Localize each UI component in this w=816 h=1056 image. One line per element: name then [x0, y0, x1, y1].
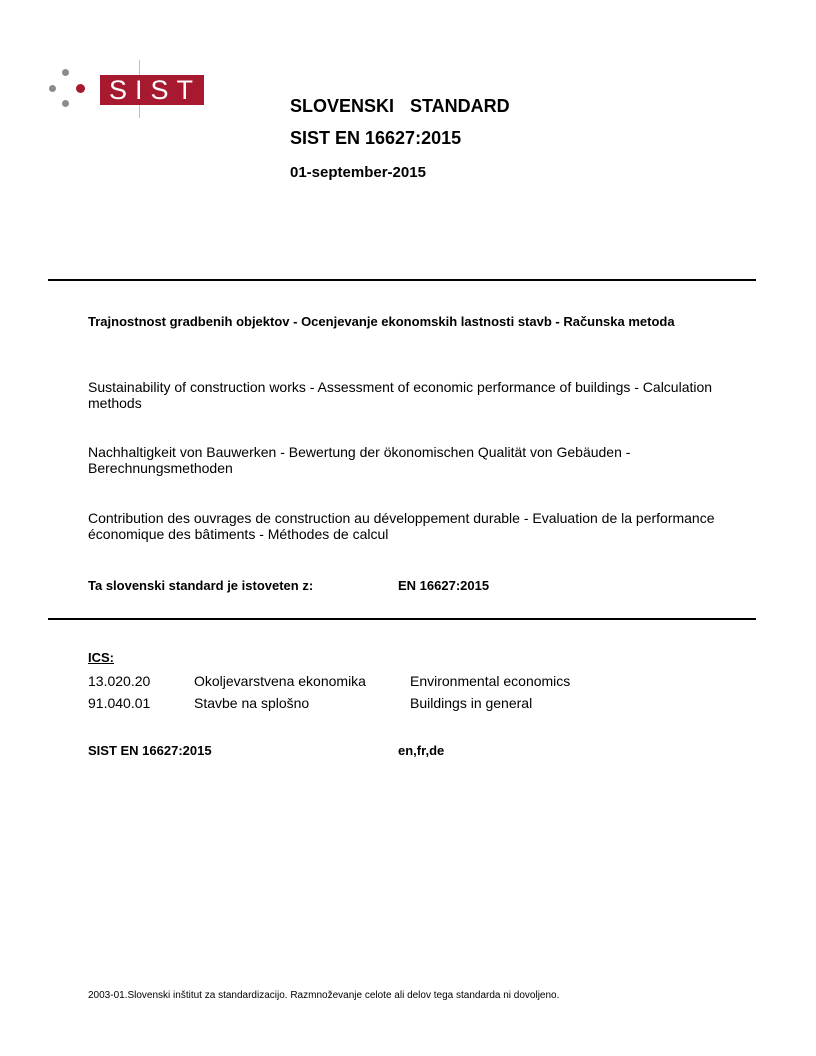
- title-french: Contribution des ouvrages de construction au développement durable - Evaluation de la performance économique des bâtiments - Méthodes de calcul: [88, 510, 715, 542]
- identical-label: Ta slovenski standard je istoveten z:: [88, 578, 314, 593]
- title-german: Nachhaltigkeit von Bauwerken - Bewertung der ökonomischen Qualität von Gebäuden - Berechnungsmethoden: [88, 444, 631, 476]
- logo-dot-2: [49, 85, 56, 92]
- logo-dot-4: [62, 100, 69, 107]
- title-english: Sustainability of construction works - Assessment of economic performance of buildings - Calculation methods: [88, 379, 713, 411]
- logo-dot-3: [76, 84, 85, 93]
- footer-languages: en,fr,de: [398, 743, 445, 758]
- ics-code: 91.040.01: [88, 695, 151, 711]
- ics-slovenian: Stavbe na splošno: [194, 695, 310, 711]
- title-slovenian: Trajnostnost gradbenih objektov - Ocenjevanje ekonomskih lastnosti stavb - Računska metoda: [88, 314, 675, 329]
- identical-value: EN 16627:2015: [398, 578, 490, 593]
- ics-english: Buildings in general: [410, 695, 533, 711]
- logo-wordmark: SIST: [100, 75, 204, 105]
- ics-row: [88, 673, 748, 693]
- standard-code: SIST EN 16627:2015: [290, 128, 462, 148]
- footer-standard-code: SIST EN 16627:2015: [88, 743, 212, 758]
- logo-dot-1: [62, 69, 69, 76]
- ics-row: [88, 695, 748, 715]
- ics-title: ICS:: [88, 650, 114, 665]
- publication-date: 01-september-2015: [290, 164, 426, 181]
- divider-top: [48, 279, 756, 281]
- copyright-notice: 2003-01.Slovenski inštitut za standardizacijo. Razmnoževanje celote ali delov tega standarda ni dovoljeno.: [88, 990, 560, 1001]
- ics-english: Environmental economics: [410, 673, 571, 689]
- divider-bottom: [48, 618, 756, 620]
- ics-slovenian: Okoljevarstvena ekonomika: [194, 673, 366, 689]
- ics-code: 13.020.20: [88, 673, 151, 689]
- standard-type: SLOVENSKI STANDARD: [290, 96, 510, 116]
